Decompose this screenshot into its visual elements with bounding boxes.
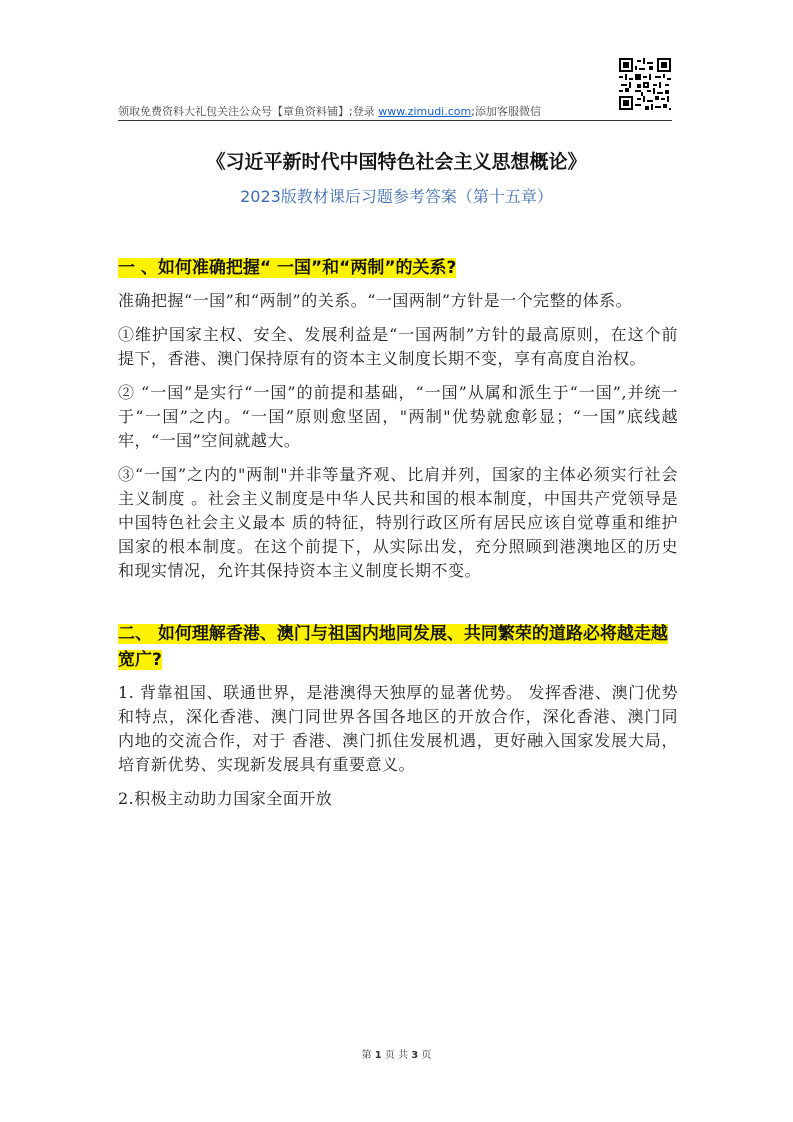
paragraph: 2.积极主动助力国家全面开放 — [118, 789, 333, 808]
page-header — [118, 103, 678, 119]
document-body — [118, 255, 678, 821]
footer-middle: 页 共 — [381, 1050, 412, 1061]
document-title: 《习近平新时代中国特色社会主义思想概论》 — [206, 151, 587, 173]
paragraph: ② “一国”是实行“一国”的前提和基础，“一国”从属和派生于“一国”,并统一于“一国”之内。“一国”原则愈坚固，"两制"优势就愈彰显；“一国”底线越牢，“一国”空间就越大。 — [118, 383, 678, 450]
qr-code-icon — [619, 58, 671, 110]
header-text-after: ;添加客服微信 — [471, 105, 541, 118]
section-1-heading-wrap — [118, 255, 678, 281]
paragraph: 准确把握“一国”和“两制”的关系。“一国两制”方针是一个完整的体系。 — [118, 291, 633, 310]
section-heading: 一 、如何准确把握“ 一国”和“两制”的关系? — [118, 258, 457, 278]
total-page-number: 3 — [411, 1050, 419, 1061]
footer-suffix: 页 — [418, 1050, 432, 1061]
section-2-heading-wrap — [118, 621, 678, 673]
paragraph: ①维护国家主权、安全、发展利益是“一国两制”方针的最高原则，在这个前提下，香港、澳门保持原有的资本主义制度长期不变，享有高度自治权。 — [118, 325, 678, 368]
header-text: 领取免费资料大礼包关注公众号【章鱼资料铺】;登录 — [118, 105, 379, 118]
paragraph: 1. 背靠祖国、联通世界，是港澳得天独厚的显著优势。 发挥香港、澳门优势和特点，深化香港、澳门同世界各国各地区的开放合作，深化香港、澳门同内地的交流合作，对于 香港、澳门抓住发展机遇，更好融入国家发展大局，培育新优势、实现新发展具有重要意义。 — [118, 683, 678, 774]
paragraph: ③“一国”之内的"两制"并非等量齐观、比肩并列，国家的主体必须实行社会主义制度 。社会主义制度是中华人民共和国的根本制度，中国共产党领导是中国特色社会主义最本 质的特征，特别行政区所有居民应该自觉尊重和维护国家的根本制度。在这个前提下，从实际出发，充分照顾到港澳地区的历史和现实情况，允许其保持资本主义制度长期不变。 — [118, 465, 678, 580]
header-divider — [118, 120, 672, 121]
section-heading: 二、 如何理解香港、澳门与祖国内地同发展、共同繁荣的道路必将越走越宽广? — [118, 624, 668, 670]
document-subtitle: 2023版教材课后习题参考答案（第十五章） — [240, 187, 553, 206]
website-link[interactable]: www.zimudi.com — [378, 105, 472, 118]
page-footer — [0, 1046, 793, 1061]
footer-prefix: 第 — [361, 1050, 375, 1061]
current-page-number: 1 — [374, 1050, 382, 1061]
